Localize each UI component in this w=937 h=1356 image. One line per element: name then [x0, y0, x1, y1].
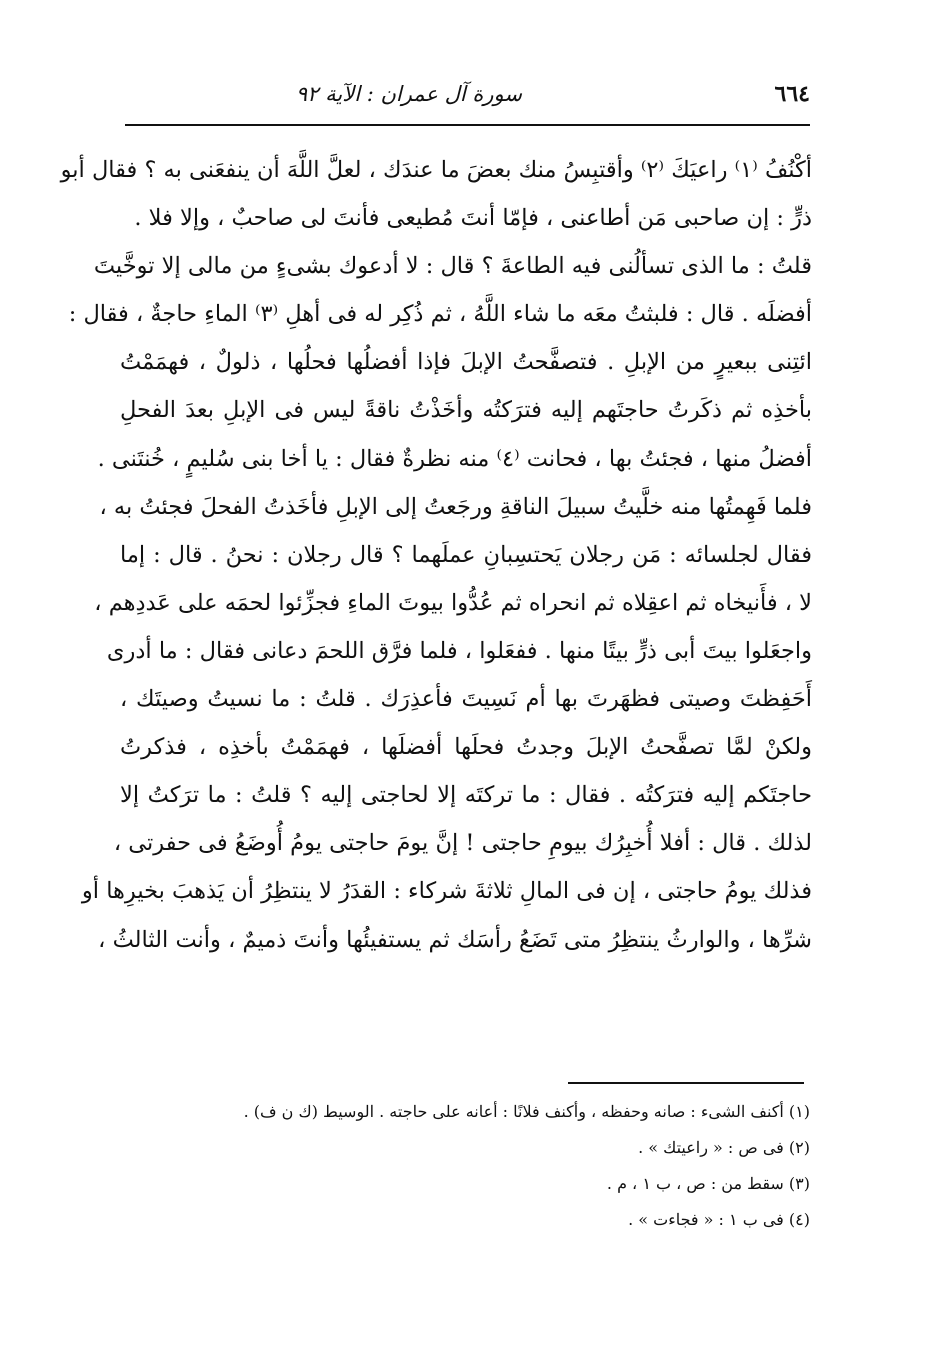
page-number: ٦٦٤: [774, 81, 810, 107]
footnote: (٢) فى ص : « راعيتك » .: [638, 1138, 810, 1157]
text-line: فقال لجلسائه : مَن رجلان يَحتسِبانِ عملَهما ؟ قال رجلان : نحنُ . قال : إما: [120, 541, 812, 568]
footnote: (٣) سقط من : ص ، ب ١ ، م .: [606, 1174, 810, 1193]
text-line: شرِّها ، والوارثُ ينتظِرُ متى تَضَعُ رأسَك ثم يستفيئُها وأنتَ ذميمٌ ، وأنت الثالثُ ،: [98, 926, 812, 953]
footnote: (١) أكنف الشىء : صانه وحفظه ، وأكنف فلانًا : أعانه على حاجته . الوسيط (ك ن ف) .: [243, 1102, 810, 1121]
text-line: أكْنُفُ ⁽١⁾ راعيَكَ ⁽٢⁾ وأقتبِسُ منك بعضَ ما عندَك ، لعلَّ اللَّهَ أن ينفعَنى به ؟ فقال أبو: [60, 157, 812, 183]
text-line: فلما فَهِمتُها منه خلَّيتُ سبيلَ الناقةِ ورجَعتُ إلى الإبلِ فأخَذتُ الفحلَ فجئتُ به ،: [99, 493, 812, 520]
text-line: أفضلَه . قال : فلبثتُ معَه ما شاء اللَّهُ ، ثم ذُكِر له فى أهلِ ⁽٣⁾ الماءِ حاجةٌ ، فقال :: [68, 301, 812, 328]
text-line: ائتِنى ببعيرٍ من الإبلِ . فتصفَّحتُ الإبلَ فإذا أفضلُها فحلُها ، ذلولٌ ، فهمَمْتُ: [120, 349, 812, 376]
text-line: بأخذِه ثم ذكَرتُ حاجتَهم إليه فترَكتُه وأخَذْتُ ناقةً ليس فى الإبلِ بعدَ الفحلِ: [120, 397, 812, 424]
text-line: ولكنْ لمَّا تصفَّحتُ الإبلَ وجدتُ فحلَها أفضلَها ، فهمَمْتُ بأخذِه ، فذكرتُ: [120, 734, 812, 761]
text-line: أفضلُ منها ، فجئتُ بها ، فحانت ⁽٤⁾ منه نظرةٌ فقال : يا أخا بنى سُليمٍ ، خُنتَنى .: [97, 445, 812, 472]
footnote: (٤) فى ب ١ : « فجاءت » .: [628, 1210, 810, 1229]
main-text: [60, 146, 812, 964]
header-rule: [125, 124, 810, 126]
footnotes: [150, 1094, 810, 1238]
running-title: سورة آل عمران : الآية ٩٢: [295, 82, 522, 106]
page-header: [125, 74, 810, 114]
text-line: قلتُ : ما الذى تسألُنى فيه الطاعةَ ؟ قال : لا أدعوك بشىءٍ من مالى إلا توخَّيتَ: [93, 253, 812, 280]
text-line: لذلك . قال : أفلا أُخبِرُك بيومِ حاجتى ! إنَّ يومَ حاجتى يومُ أُوضَعُ فى حفرتى ،: [113, 830, 812, 857]
text-line: ذرٍّ : إن صاحبى مَن أطاعنى ، فإمّا أنتَ مُطيعى فأنتَ لى صاحبٌ ، وإلا فلا .: [134, 205, 812, 232]
text-line: واجعَلوا بيتَ أبى ذرٍّ بيتًا منها . ففعَلوا ، فلما فرَّق اللحمَ دعانى فقال : ما أدرى: [106, 637, 812, 664]
footnote-rule: [568, 1082, 804, 1084]
text-line: فذلك يومُ حاجتى ، إن فى المالِ ثلاثةَ شركاء : القدَرُ لا ينتظِرُ أن يَذهبَ بخيرِها أو: [81, 878, 812, 905]
text-line: لا ، فأَنيخاه ثم اعقِلاه ثم انحراه ثم عُدُّوا بيوتَ الماءِ فجزِّئوا لحمَه على عَددِهم ،: [94, 589, 812, 616]
text-line: أَحَفِظتَ وصيتى فظهَرتَ بها أم نَسِيتَ فأعذِرَك . قلتُ : ما نسيتُ وصيتَك ،: [120, 686, 812, 713]
text-line: حاجتَكم إليه فترَكتُه . فقال : ما تركتَه إلا لحاجتى إليه ؟ قلتُ : ما ترَكتُ إلا: [120, 782, 812, 809]
